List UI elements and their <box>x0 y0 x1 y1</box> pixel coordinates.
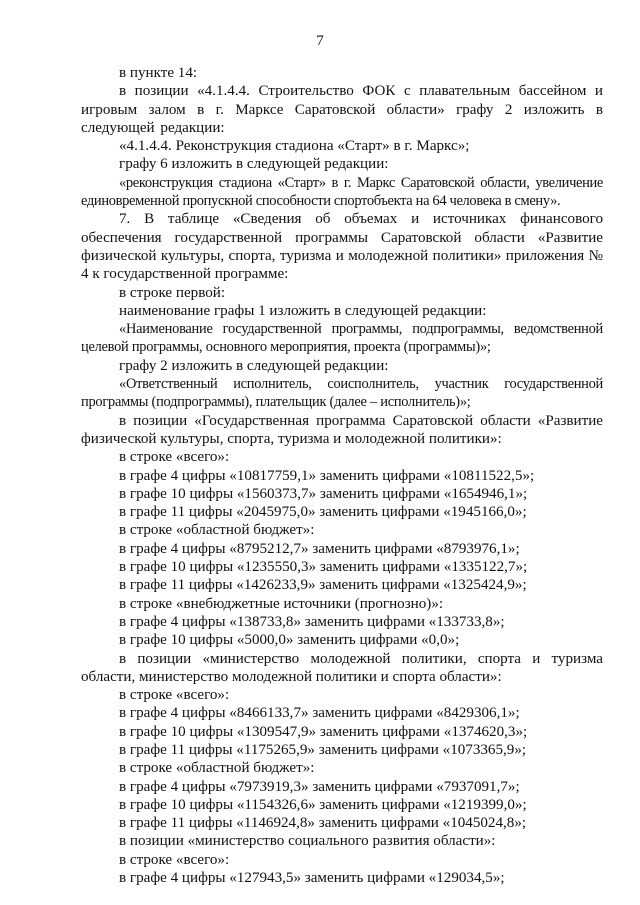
paragraph: в графе 11 цифры «1175265,9» заменить цифрами «1073365,9»; <box>119 741 527 758</box>
paragraph: в строке первой: <box>119 284 226 301</box>
paragraph: в графе 10 цифры «1560373,7» заменить цифрами «1654946,1»; <box>119 485 528 502</box>
paragraph: в графе 10 цифры «5000,0» заменить цифрами «0,0»; <box>119 632 460 649</box>
paragraph: графу 6 изложить в следующей редакции: <box>119 156 389 173</box>
paragraph: в позиции «министерство молодежной политики, спорта и туризма области, министерство молодежной политики и спорта области»: <box>81 650 603 685</box>
paragraph: в графе 10 цифры «1309547,9» заменить цифрами «1374620,3»; <box>119 723 528 740</box>
paragraph: в графе 10 цифры «1154326,6» заменить цифрами «1219399,0»; <box>119 796 527 813</box>
paragraph: в графе 4 цифры «138733,8» заменить цифрами «133733,8»; <box>119 613 505 630</box>
paragraph: в графе 4 цифры «8466133,7» заменить цифрами «8429306,1»; <box>119 705 520 722</box>
document-body <box>81 64 603 887</box>
paragraph: в графе 4 цифры «8795212,7» заменить цифрами «8793976,1»; <box>119 540 520 557</box>
paragraph: в позиции «4.1.4.4. Строительство ФОК с плавательным бассейном и игровым залом в г. Марксе Саратовской области» графу 2 изложить в следующей редакции: <box>81 83 603 136</box>
paragraph: в строке «областной бюджет»: <box>119 760 315 777</box>
paragraph: в строке «внебюджетные источники (прогнозно)»: <box>119 595 444 612</box>
paragraph: в графе 10 цифры «1235550,3» заменить цифрами «1335122,7»; <box>119 559 528 576</box>
paragraph: в пункте 14: <box>119 65 198 81</box>
paragraph: «Ответственный исполнитель, соисполнитель, участник государственной программы (подпрограммы), плательщик (далее – исполнитель)»; <box>81 376 603 411</box>
paragraph: в графе 11 цифры «1146924,8» заменить цифрами «1045024,8»; <box>119 815 527 832</box>
paragraph: в строке «всего»: <box>119 851 230 868</box>
paragraph: «реконструкция стадиона «Старт» в г. Маркс Саратовской области, увеличение единовременной пропускной способности спортобъекта на 64 человека в смену». <box>81 174 603 210</box>
paragraph: в позиции «министерство социального развития области»: <box>119 833 496 850</box>
paragraph: 7. В таблице «Сведения об объемах и источниках финансового обеспечения государственной программы Саратовской области «Развитие физической культуры, спорта, туризма и молодежной политики» приложения № 4 к государственной программе: <box>81 211 603 283</box>
paragraph: в строке «всего»: <box>119 449 230 466</box>
paragraph: наименование графы 1 изложить в следующей редакции: <box>119 302 487 319</box>
paragraph: в строке «областной бюджет»: <box>119 522 315 539</box>
paragraph: в позиции «Государственная программа Саратовской области «Развитие физической культуры, спорта, туризма и молодежной политики»: <box>81 412 603 447</box>
paragraph: в графе 4 цифры «7973919,3» заменить цифрами «7937091,7»; <box>119 778 520 795</box>
paragraph: в графе 4 цифры «10817759,1» заменить цифрами «10811522,5»; <box>119 467 535 484</box>
paragraph: в строке «всего»: <box>119 687 230 704</box>
paragraph: «Наименование государственной программы, подпрограммы, ведомственной целевой программы, основного мероприятия, проекта (программы)»; <box>81 321 603 356</box>
paragraph: «4.1.4.4. Реконструкция стадиона «Старт» в г. Маркс»; <box>119 138 470 155</box>
paragraph: в графе 11 цифры «2045975,0» заменить цифрами «1945166,0»; <box>119 504 527 521</box>
page-number: 7 <box>316 33 324 49</box>
paragraph: в графе 4 цифры «127943,5» заменить цифрами «129034,5»; <box>119 870 505 887</box>
paragraph: в графе 11 цифры «1426233,9» заменить цифрами «1325424,9»; <box>119 577 527 594</box>
paragraph: графу 2 изложить в следующей редакции: <box>119 357 389 374</box>
